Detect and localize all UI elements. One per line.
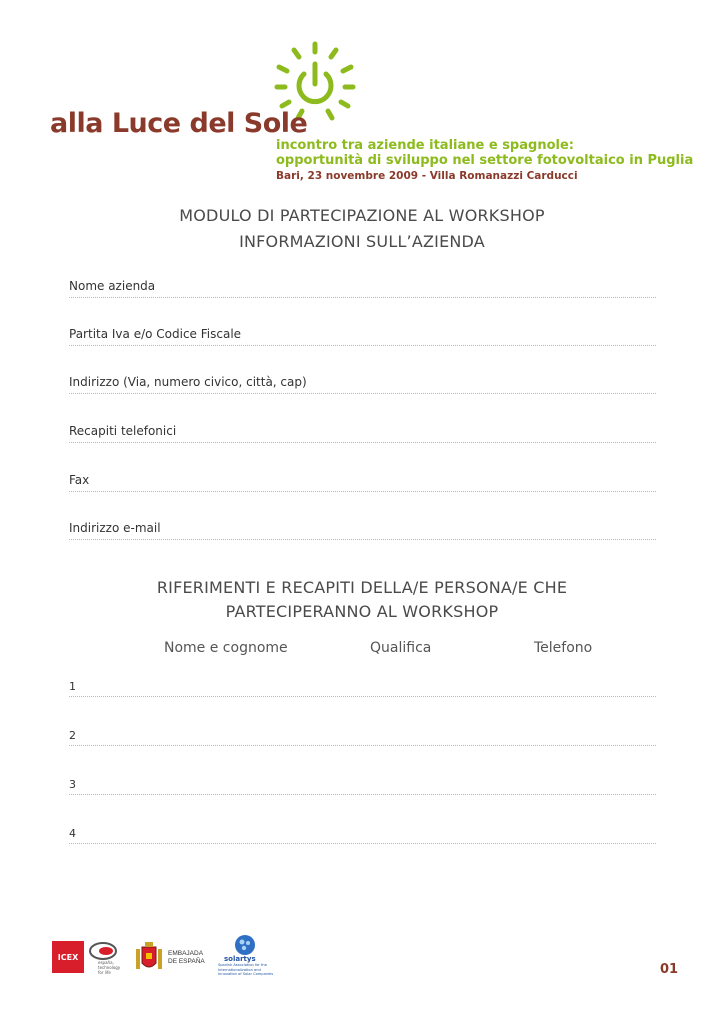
participants-title-line2: PARTECIPERANNO AL WORKSHOP — [225, 602, 499, 621]
spain-crest-icon — [134, 941, 164, 973]
icex-logo: ICEX — [52, 941, 84, 973]
row-number: 1 — [69, 680, 76, 693]
company-info-title: INFORMAZIONI SULL’AZIENDA — [239, 232, 485, 251]
fax-label: Fax — [69, 473, 90, 487]
event-tagline-2: opportunità di sviluppo nel settore fotovoltaico in Puglia — [276, 153, 694, 168]
embassy-label: EMBAJADA DE ESPAÑA — [168, 950, 205, 965]
col-header-phone: Telefono — [534, 640, 593, 656]
event-date-location: Bari, 23 novembre 2009 - Villa Romanazzi Carducci — [276, 170, 578, 182]
company-name-label: Nome azienda — [69, 279, 156, 293]
address-field[interactable] — [69, 393, 656, 394]
solartys-label: solartys — [224, 955, 256, 963]
espana-tagline: españa, technology for life — [98, 960, 121, 975]
participant-row-field[interactable] — [69, 843, 656, 844]
solartys-description: Spanish Association for the Internationalization and Innovation of Solar Companies — [218, 963, 274, 976]
email-field[interactable] — [69, 539, 656, 540]
page-number: 01 — [660, 962, 679, 977]
event-tagline-1: incontro tra aziende italiane e spagnole: — [276, 138, 574, 153]
row-number: 3 — [69, 778, 76, 791]
company-name-field[interactable] — [69, 297, 656, 298]
row-number: 2 — [69, 729, 76, 742]
address-label: Indirizzo (Via, numero civico, città, cap) — [69, 375, 307, 389]
form-title: MODULO DI PARTECIPAZIONE AL WORKSHOP — [179, 206, 545, 225]
fax-field[interactable] — [69, 491, 656, 492]
phone-label: Recapiti telefonici — [69, 424, 177, 438]
participants-title-line1: RIFERIMENTI E RECAPITI DELLA/E PERSONA/E CHE — [156, 578, 568, 597]
row-number: 4 — [69, 827, 76, 840]
participant-row-field[interactable] — [69, 794, 656, 795]
vat-code-field[interactable] — [69, 345, 656, 346]
email-label: Indirizzo e-mail — [69, 521, 161, 535]
col-header-name: Nome e cognome — [164, 640, 288, 656]
col-header-role: Qualifica — [370, 640, 432, 656]
phone-field[interactable] — [69, 442, 656, 443]
solartys-globe-icon — [234, 934, 256, 956]
event-brand-title: alla Luce del Sole — [50, 108, 308, 139]
participant-row-field[interactable] — [69, 745, 656, 746]
vat-code-label: Partita Iva e/o Codice Fiscale — [69, 327, 242, 341]
participant-row-field[interactable] — [69, 696, 656, 697]
